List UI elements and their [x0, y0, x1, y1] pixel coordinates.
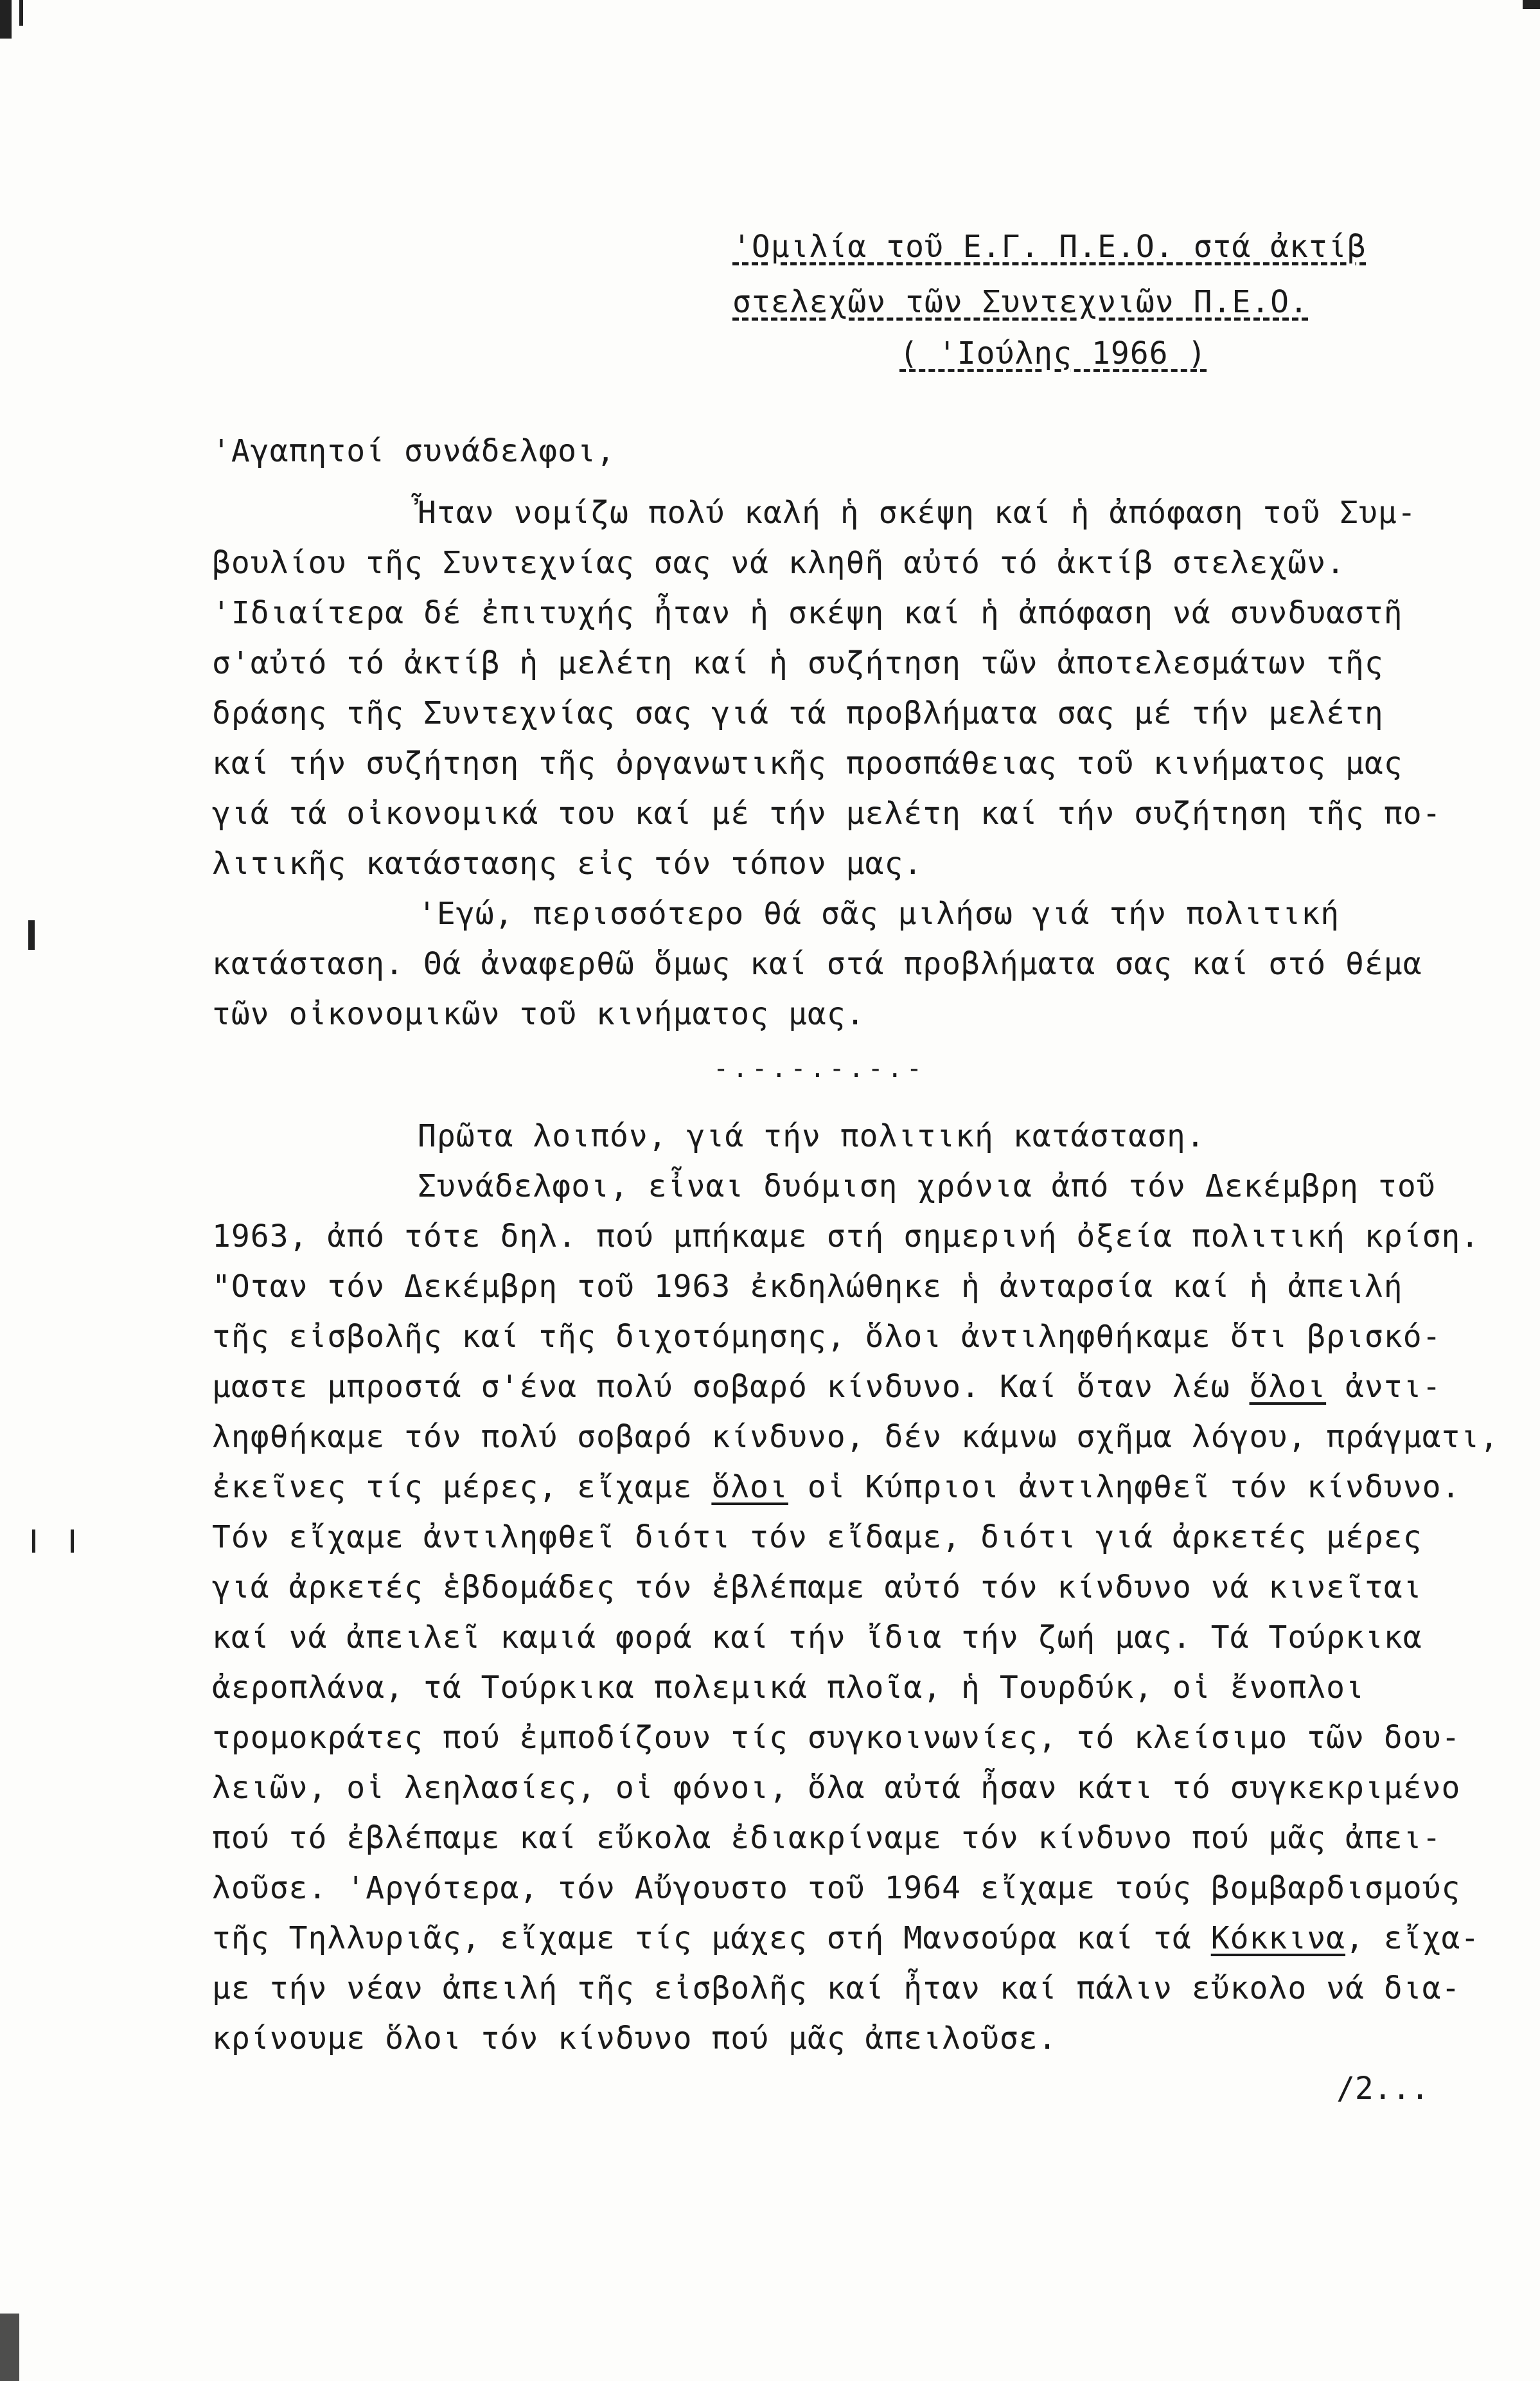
scan-artifact-bottom-left — [0, 2314, 19, 2381]
p2-line-2: κατάσταση. Θά ἀναφερθῶ ὅμως καί στά προβλήματα σας καί στό θέμα — [212, 946, 1422, 982]
margin-mark-left-3 — [71, 1529, 74, 1553]
p4-line-7 — [212, 1468, 1460, 1506]
p4-line-8: Τόν εἴχαμε ἀντιληφθεῖ διότι τόν εἴδαμε, διότι γιά ἀρκετές μέρες — [212, 1519, 1422, 1555]
p4-line-5-a: μαστε μπροστά σ'ένα πολύ σοβαρό κίνδυνο. Καί ὅταν λέω — [212, 1369, 1250, 1405]
scan-artifact-top-left — [0, 0, 12, 39]
p1-line-8: λιτικῆς κατάστασης εἰς τόν τόπον μας. — [212, 846, 923, 882]
p4-line-5-underlined: ὅλοι — [1249, 1369, 1327, 1405]
p1-line-5: δράσης τῆς Συντεχνίας σας γιά τά προβλήματα σας μέ τήν μελέτη — [212, 695, 1384, 731]
p4-line-7-b: οἱ Κύπριοι ἀντιληφθεῖ τόν κίνδυνο. — [788, 1469, 1461, 1505]
p1-line-6: καί τήν συζήτηση τῆς ὀργανωτικῆς προσπάθειας τοῦ κινήματος μας — [212, 745, 1403, 781]
p1-line-1: Ἦταν νομίζω πολύ καλή ἡ σκέψη καί ἡ ἀπόφαση τοῦ Συμ- — [418, 495, 1417, 531]
p4-line-5 — [212, 1368, 1442, 1406]
p4-line-16-a: τῆς Τηλλυριᾶς, εἴχαμε τίς μάχες στή Μανσούρα καί τά — [212, 1920, 1211, 1956]
p4-line-10: καί νά ἀπειλεῖ καμιά φορά καί τήν ἴδια τήν ζωή μας. Τά Τούρκικα — [212, 1619, 1422, 1655]
p3-line-1: Πρῶτα λοιπόν, γιά τήν πολιτική κατάσταση. — [418, 1118, 1205, 1154]
margin-mark-left-2 — [32, 1529, 35, 1553]
p4-line-9: γιά ἀρκετές ἑβδομάδες τόν ἐβλέπαμε αὐτό τόν κίνδυνο νά κινεῖται — [212, 1569, 1422, 1605]
p4-line-17: με τήν νέαν ἀπειλή τῆς εἰσβολῆς καί ἦταν καί πάλιν εὔκολο νά δια- — [212, 1970, 1461, 2006]
section-separator: -.-.-.-.-.- — [713, 1054, 926, 1083]
p2-line-3: τῶν οἰκονομικῶν τοῦ κινήματος μας. — [212, 996, 865, 1032]
p4-line-12: τρομοκράτες πού ἐμποδίζουν τίς συγκοινωνίες, τό κλείσιμο τῶν δου- — [212, 1720, 1461, 1756]
page-number: /2... — [1336, 2071, 1429, 2107]
p4-line-16-underlined: Κόκκινα — [1210, 1920, 1346, 1956]
scan-artifact-top-left-2 — [19, 0, 23, 26]
p4-line-5-b: ἀντι- — [1326, 1369, 1442, 1405]
scan-artifact-top-right — [1523, 0, 1540, 9]
p4-line-18: κρίνουμε ὅλοι τόν κίνδυνο πού μᾶς ἀπειλοῦσε. — [212, 2020, 1058, 2056]
p4-line-4: τῆς εἰσβολῆς καί τῆς διχοτόμησης, ὅλοι ἀντιληφθήκαμε ὅτι βρισκό- — [212, 1319, 1442, 1355]
title-line-3: ( 'Ιούλης 1966 ) — [899, 335, 1207, 371]
p4-line-7-underlined: ὅλοι — [711, 1469, 788, 1505]
p4-line-15: λοῦσε. 'Αργότερα, τόν Αὔγουστο τοῦ 1964 εἴχαμε τούς βομβαρδισμούς — [212, 1870, 1461, 1906]
title-line-2: στελεχῶν τῶν Συντεχνιῶν Π.Ε.Ο. — [732, 284, 1309, 320]
p4-line-7-a: ἐκεῖνες τίς μέρες, εἴχαμε — [212, 1469, 712, 1505]
title-line-1: 'Ομιλία τοῦ Ε.Γ. Π.Ε.Ο. στά ἀκτίβ — [732, 229, 1367, 265]
p4-line-3: "Οταν τόν Δεκέμβρη τοῦ 1963 ἐκδηλώθηκε ἡ ἀνταρσία καί ἡ ἀπειλή — [212, 1269, 1403, 1305]
p4-line-16 — [212, 1919, 1480, 1957]
margin-mark-left — [28, 920, 35, 950]
p4-line-11: ἀεροπλάνα, τά Τούρκικα πολεμικά πλοῖα, ἡ Τουρδύκ, οἱ ἔνοπλοι — [212, 1670, 1365, 1706]
salutation: 'Αγαπητοί συνάδελφοι, — [212, 433, 615, 469]
p4-line-13: λειῶν, οἱ λεηλασίες, οἱ φόνοι, ὅλα αὐτά ἦσαν κάτι τό συγκεκριμένο — [212, 1770, 1461, 1806]
p1-line-3: 'Ιδιαίτερα δέ ἐπιτυχής ἦταν ἡ σκέψη καί ἡ ἀπόφαση νά συνδυαστῆ — [212, 595, 1403, 631]
p4-line-16-b: , εἴχα- — [1345, 1920, 1480, 1956]
p4-line-6: ληφθήκαμε τόν πολύ σοβαρό κίνδυνο, δέν κάμνω σχῆμα λόγου, πράγματι, — [212, 1419, 1500, 1455]
p4-line-14: πού τό ἐβλέπαμε καί εὔκολα ἐδιακρίναμε τόν κίνδυνο πού μᾶς ἀπει- — [212, 1820, 1442, 1856]
p1-line-2: βουλίου τῆς Συντεχνίας σας νά κληθῆ αὐτό τό ἀκτίβ στελεχῶν. — [212, 545, 1346, 581]
p4-line-1: Συνάδελφοι, εἶναι δυόμιση χρόνια ἀπό τόν Δεκέμβρη τοῦ — [418, 1168, 1436, 1204]
p2-line-1: 'Εγώ, περισσότερο θά σᾶς μιλήσω γιά τήν πολιτική — [418, 896, 1340, 932]
p1-line-7: γιά τά οἰκονομικά του καί μέ τήν μελέτη καί τήν συζήτηση τῆς πο- — [212, 796, 1442, 832]
p4-line-2: 1963, ἀπό τότε δηλ. πού μπήκαμε στή σημερινή ὀξεία πολιτική κρίση. — [212, 1218, 1480, 1254]
p1-line-4: σ'αὐτό τό ἀκτίβ ἡ μελέτη καί ἡ συζήτηση τῶν ἀποτελεσμάτων τῆς — [212, 645, 1384, 681]
